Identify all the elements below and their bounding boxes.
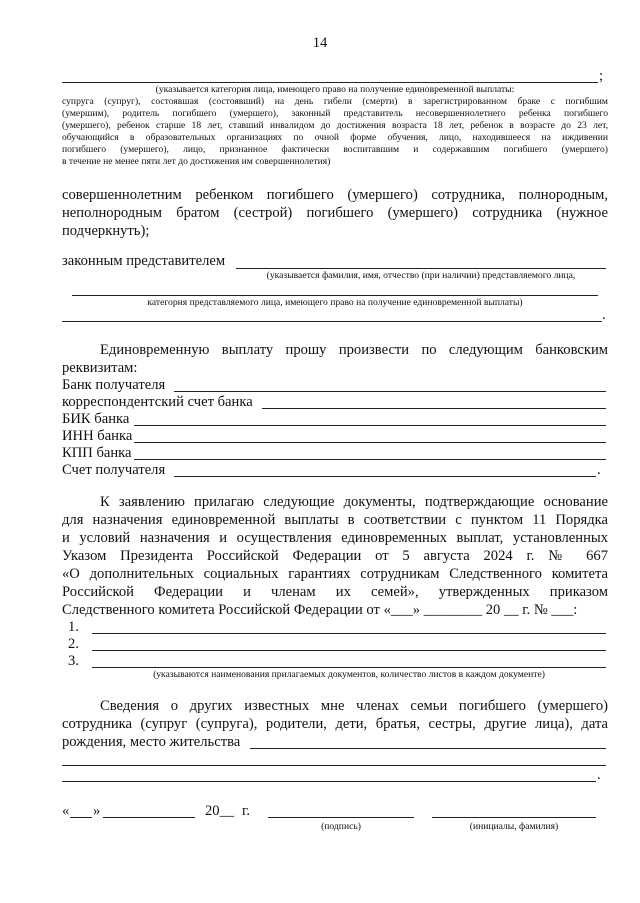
signature-field[interactable]	[268, 817, 414, 818]
adult-child-line-2: неполнородным братом (сестрой) погибшего (умершего) сотрудника (нужное	[62, 205, 608, 221]
bank-name-field[interactable]	[174, 391, 606, 392]
document-item-2-field[interactable]	[92, 650, 606, 651]
category-terminator: ;	[599, 68, 604, 84]
legal-rep-label: законным представителем	[62, 253, 226, 269]
category-caption-6: погибшего (умершего), лицо, признанное фактически воспитавшим и содержавшим погибшего (умершего)	[62, 144, 608, 155]
legal-rep-caption-1: (указывается фамилия, имя, отчество (при наличии) представляемого лица,	[266, 270, 576, 281]
bank-intro-line-1: Единовременную выплату прошу произвести по следующим банковским	[100, 342, 608, 358]
category-caption-4: (умершего), ребенок старше 18 лет, ставший инвалидом до достижения возраста 18 лет, ребенок в возрасте до 23 лет,	[62, 120, 608, 131]
document-item-3-field[interactable]	[92, 667, 606, 668]
recipient-account-field[interactable]	[174, 476, 596, 477]
page-number: 14	[312, 35, 328, 51]
legal-rep-end-mark: .	[602, 307, 606, 323]
documents-line-4: Указом Президента Российской Федерации от 5 августа 2024 г. № 667	[62, 548, 608, 564]
documents-line-3: и условий назначения и осуществления единовременных выплат, установленных	[62, 530, 608, 546]
family-line-1: Сведения о других известных мне членах семьи погибшего (умершего)	[100, 698, 608, 714]
documents-caption: (указываются наименования прилагаемых документов, количество листов в каждом документе)	[153, 669, 545, 680]
corr-account-field[interactable]	[262, 408, 606, 409]
bank-name-label: Банк получателя	[62, 377, 166, 393]
family-fill-line-3[interactable]	[62, 781, 596, 782]
bic-label: БИК банка	[62, 411, 130, 427]
legal-rep-fill-line-2[interactable]	[72, 295, 598, 296]
inn-label: ИНН банка	[62, 428, 133, 444]
family-fill-line-1[interactable]	[250, 748, 606, 749]
kpp-field[interactable]	[134, 459, 606, 460]
legal-rep-fill-line-3[interactable]	[62, 321, 602, 322]
date-day-field[interactable]	[70, 817, 92, 818]
legal-rep-fill-line-1[interactable]	[236, 268, 606, 269]
category-fill-line[interactable]	[62, 82, 598, 83]
category-caption-7: в течение не менее пяти лет до достижения им совершеннолетия)	[62, 156, 331, 167]
adult-child-line-1: совершеннолетним ребенком погибшего (умершего) сотрудника, полнородным,	[62, 187, 608, 203]
family-fill-line-2[interactable]	[62, 765, 606, 766]
adult-child-line-3: подчеркнуть);	[62, 223, 150, 239]
documents-order-line: Следственного комитета Российской Федерации от «___» ________ 20 __ г. № ___:	[62, 602, 578, 618]
document-item-1-field[interactable]	[92, 633, 606, 634]
date-quote-close: »	[93, 803, 101, 819]
documents-line-6: Российской Федерации и членам их семей», утвержденных приказом	[62, 584, 608, 600]
initials-surname-caption: (инициалы, фамилия)	[469, 821, 559, 832]
bank-end-mark: .	[597, 462, 601, 478]
family-end-mark: .	[597, 767, 601, 783]
date-quote-open: «	[62, 803, 70, 819]
documents-line-5: «О дополнительных социальных гарантиях сотрудникам Следственного комитета	[62, 566, 608, 582]
bank-intro-line-2: реквизитам:	[62, 360, 138, 376]
legal-rep-caption-2: категория представляемого лица, имеющего право на получение единовременной выплаты)	[147, 297, 523, 308]
category-caption-2: супруга (супруг), состоявшая (состоявший) на день гибели (смерти) в зарегистрированном браке с погибшим	[62, 96, 608, 107]
signature-caption: (подпись)	[321, 821, 361, 832]
family-line-3: рождения, место жительства	[62, 734, 241, 750]
date-year: 20__	[205, 803, 235, 819]
family-line-2: сотрудника (супруг (супруга), родители, дети, братья, сестры, другие лица), дата	[62, 716, 608, 732]
documents-line-2: для назначения единовременной выплаты в соответствии с пунктом 11 Порядка	[62, 512, 608, 528]
document-item-1-number: 1.	[68, 619, 79, 635]
corr-account-label: корреспондентский счет банка	[62, 394, 253, 410]
category-caption-3: (умершим), родитель погибшего (умершего), законный представитель несовершеннолетнего ребенка погибшего	[62, 108, 608, 119]
documents-line-1: К заявлению прилагаю следующие документы, подтверждающие основание	[100, 494, 608, 510]
date-year-suffix: г.	[242, 803, 250, 819]
initials-surname-field[interactable]	[432, 817, 596, 818]
category-caption-1: (указывается категория лица, имеющего право на получение единовременной выплаты:	[155, 84, 515, 95]
document-item-3-number: 3.	[68, 653, 79, 669]
date-month-field[interactable]	[103, 817, 195, 818]
document-item-2-number: 2.	[68, 636, 79, 652]
kpp-label: КПП банка	[62, 445, 132, 461]
category-caption-5: обучающийся в образовательных организациях по очной форме обучения, лицо, находившееся на иждивении	[62, 132, 608, 143]
inn-field[interactable]	[134, 442, 606, 443]
recipient-account-label: Счет получателя	[62, 462, 166, 478]
bic-field[interactable]	[134, 425, 606, 426]
